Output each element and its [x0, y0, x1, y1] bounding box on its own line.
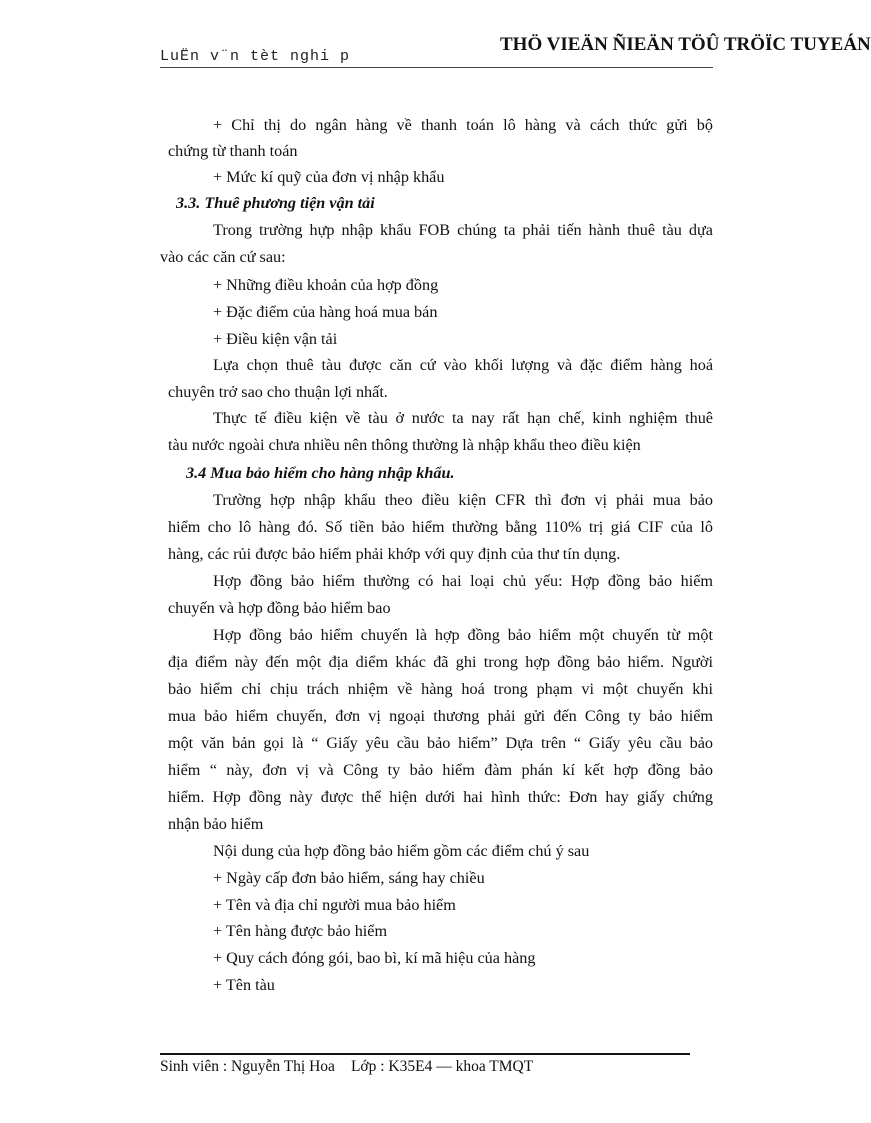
paragraph-line: vào các căn cứ sau: [160, 248, 286, 266]
paragraph-line: hiểm “ này, đơn vị và Công ty bảo hiểm đàm phán kí kết hợp đồng bảo [168, 761, 713, 779]
paragraph-line: tàu nước ngoài chưa nhiều nên thông thường là nhập khẩu theo điều kiện [168, 436, 641, 454]
section-heading: 3.4 Mua bảo hiểm cho hàng nhập khẩu. [186, 464, 455, 482]
paragraph-line: mua bảo hiểm chuyến, đơn vị ngoại thương phải gửi đến Công ty bảo hiểm [168, 707, 713, 725]
paragraph-line: + Điều kiện vận tải [213, 330, 338, 348]
paragraph-line: Hợp đồng bảo hiểm thường có hai loại chủ yếu: Hợp đồng bảo hiểm [213, 572, 713, 590]
paragraph-line: chuyến và hợp đồng bảo hiểm bao [168, 599, 391, 617]
paragraph-line: hiểm cho lô hàng đó. Số tiền bảo hiểm thường bằng 110% trị giá CIF của lô [168, 518, 713, 536]
paragraph-line: + Ngày cấp đơn bảo hiểm, sáng hay chiều [213, 869, 485, 887]
paragraph-line: + Quy cách đóng gói, bao bì, kí mã hiệu của hàng [213, 949, 536, 967]
header-right-text: THÖ VIEÄN ÑIEÄN TÖÛ TRÖÏC TUYEÁN [500, 34, 871, 55]
paragraph-line: một văn bản gọi là “ Giấy yêu cầu bảo hiểm” Dựa trên “ Giấy yêu cầu bảo [168, 734, 713, 752]
footer-divider [160, 1053, 690, 1055]
footer-student: Sinh viên : Nguyễn Thị Hoa [160, 1058, 335, 1075]
paragraph-line: Nội dung của hợp đồng bảo hiểm gồm các điểm chú ý sau [213, 842, 590, 860]
header-left-text: LuËn v¨n tèt nghi p [160, 48, 351, 65]
paragraph-line: Trường hợp nhập khẩu theo điều kiện CFR thì đơn vị phải mua bảo [213, 491, 713, 509]
paragraph-line: Lựa chọn thuê tàu được căn cứ vào khối lượng và đặc điểm hàng hoá [213, 356, 713, 374]
paragraph-line: Hợp đồng bảo hiểm chuyến là hợp đồng bảo hiểm một chuyến từ một [213, 626, 713, 644]
paragraph-line: chứng từ thanh toán [168, 142, 298, 160]
paragraph-line: + Những điều khoản của hợp đồng [213, 276, 439, 294]
footer [160, 1058, 549, 1076]
paragraph-line: Thực tế điều kiện về tàu ở nước ta nay rất hạn chế, kinh nghiệm thuê [213, 409, 713, 427]
paragraph-line: hàng, các rủi được bảo hiểm phải khớp với quy định của thư tín dụng. [168, 545, 621, 563]
header-divider [160, 67, 713, 68]
paragraph-line: chuyên trở sao cho thuận lợi nhất. [168, 383, 388, 401]
paragraph-line: nhận bảo hiểm [168, 815, 264, 833]
paragraph-line: + Đặc điểm của hàng hoá mua bán [213, 303, 438, 321]
paragraph-line: + Mức kí quỹ của đơn vị nhập khẩu [213, 168, 445, 186]
paragraph-line: + Tên và địa chỉ người mua bảo hiểm [213, 896, 456, 914]
paragraph-line: Trong trường hựp nhập khẩu FOB chúng ta phải tiến hành thuê tàu dựa [213, 221, 713, 239]
footer-class: Lớp : K35E4 — khoa TMQT [350, 1058, 534, 1075]
paragraph-line: hiểm. Hợp đồng này được thể hiện dưới hai hình thức: Đơn hay giấy chứng [168, 788, 713, 806]
paragraph-line: bảo hiểm chỉ chịu trách nhiệm về hàng hoá trong phạm vi một chuyến khi [168, 680, 713, 698]
paragraph-line: địa điểm này đến một địa diểm khác đã ghi trong hợp đồng bảo hiểm. Người [168, 653, 713, 671]
paragraph-line: + Tên tàu [213, 976, 275, 994]
paragraph-line: + Chỉ thị do ngân hàng về thanh toán lô hàng và cách thức gửi bộ [213, 116, 713, 134]
section-heading: 3.3. Thuê phương tiện vận tải [176, 194, 375, 212]
paragraph-line: + Tên hàng được bảo hiểm [213, 922, 388, 940]
